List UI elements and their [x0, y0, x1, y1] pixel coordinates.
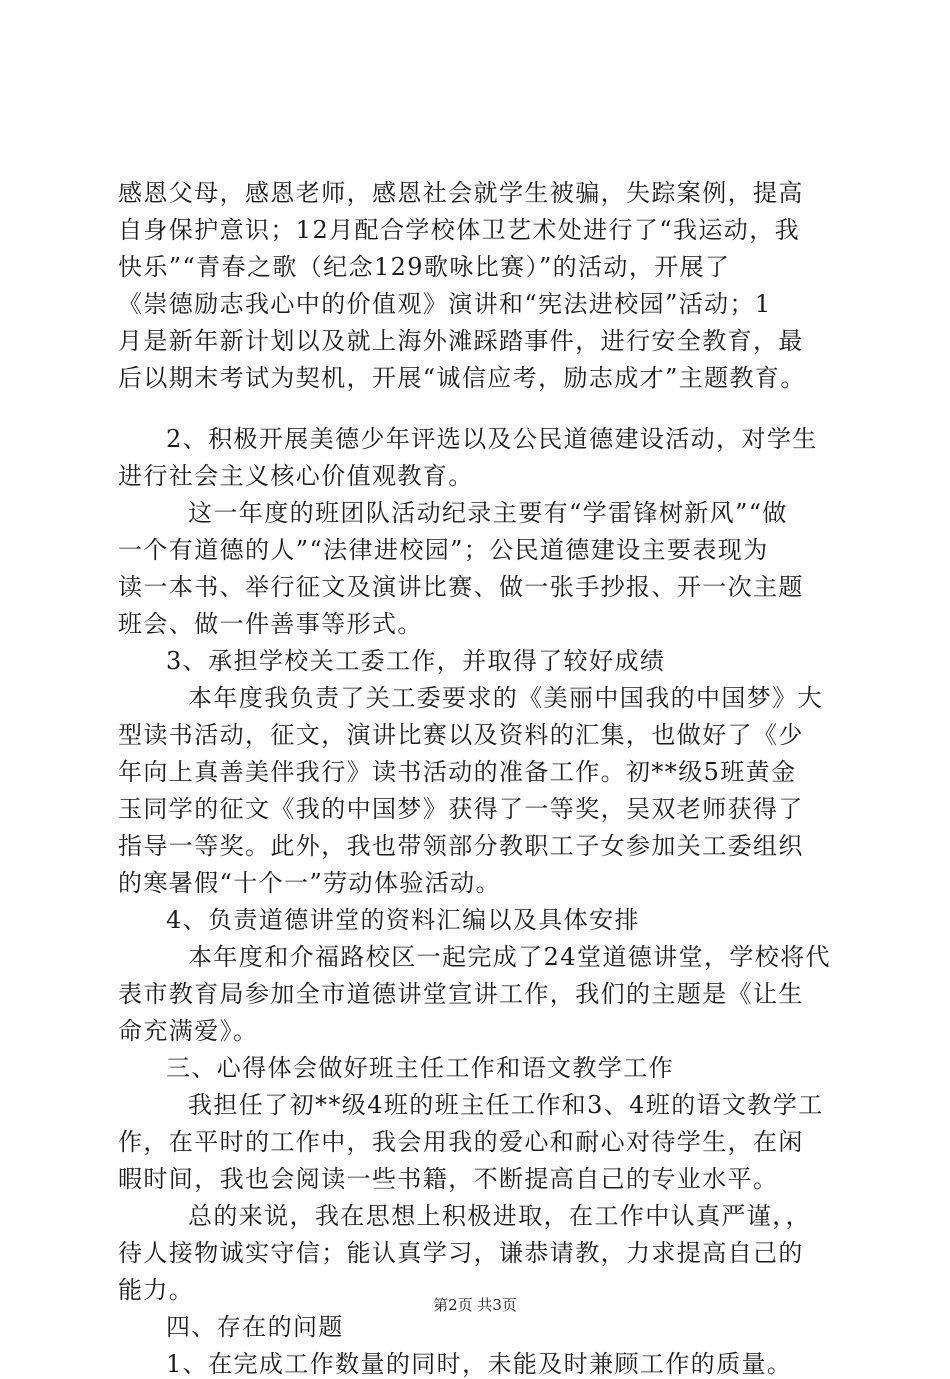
- paragraph-start: 我担任了初**级4班的班主任工作和3、4班的语文教学工: [188, 1091, 824, 1119]
- text-line: 感恩父母，感恩老师，感恩社会就学生被骗，失踪案例，提高: [118, 179, 804, 207]
- text-line: 作，在平时的工作中，我会用我的爱心和耐心对待学生，在闲: [118, 1128, 804, 1156]
- text-line: 一个有道德的人”“法律进校园”；公民道德建设主要表现为: [118, 536, 769, 564]
- text-line: 月是新年新计划以及就上海外滩踩踏事件，进行安全教育，最: [118, 327, 804, 355]
- text-line: 待人接物诚实守信；能认真学习，谦恭请教，力求提高自己的: [118, 1239, 804, 1267]
- text-line: 能力。: [118, 1276, 195, 1304]
- text-line: 表市教育局参加全市道德讲堂宣讲工作，我们的主题是《让生: [118, 980, 804, 1008]
- text-line: 快乐”“青春之歌（纪念129歌咏比赛）”的活动，开展了: [118, 253, 731, 281]
- text-line: 《崇德励志我心中的价值观》演讲和“宪法进校园”活动；1: [118, 290, 772, 318]
- text-line: 暇时间，我也会阅读一些书籍，不断提高自己的专业水平。: [118, 1165, 779, 1193]
- section-heading: 4、负责道德讲堂的资料汇编以及具体安排: [166, 906, 640, 934]
- section-heading: 四、存在的问题: [166, 1313, 344, 1341]
- text-line: 自身保护意识；12月配合学校体卫艺术处进行了“我运动，我: [118, 216, 801, 244]
- paragraph-start: 这一年度的班团队活动纪录主要有“学雷锋树新风”“做: [188, 499, 788, 527]
- text-line: 班会、做一件善事等形式。: [118, 610, 423, 638]
- text-line: 玉同学的征文《我的中国梦》获得了一等奖，吴双老师获得了: [118, 795, 804, 823]
- text-line: 进行社会主义核心价值观教育。: [118, 462, 474, 490]
- text-line: 指导一等奖。此外，我也带领部分教职工子女参加关工委组织: [118, 832, 804, 860]
- section-heading: 3、承担学校关工委工作，并取得了较好成绩: [166, 647, 666, 675]
- page-footer: 第2页 共3页: [433, 1296, 517, 1314]
- text-line: 命充满爱》。: [118, 1017, 259, 1045]
- text-line: 读一本书、举行征文及演讲比赛、做一张手抄报、开一次主题: [118, 573, 804, 601]
- paragraph-start: 总的来说，我在思想上积极进取，在工作中认真严谨，，: [188, 1202, 811, 1230]
- section-heading: 三、心得体会做好班主任工作和语文教学工作: [166, 1054, 674, 1082]
- text-line: 的寒暑假“十个一”劳动体验活动。: [118, 869, 501, 897]
- text-line: 年向上真善美伴我行》读书活动的准备工作。初**级5班黄金: [118, 758, 797, 786]
- text-line: 型读书活动，征文，演讲比赛以及资料的汇集，也做好了《少: [118, 721, 804, 749]
- text-line: 后以期末考试为契机，开展“诚信应考，励志成才”主题教育。: [118, 364, 806, 392]
- paragraph-start: 本年度和介福路校区一起完成了24堂道德讲堂，学校将代: [188, 943, 831, 971]
- paragraph-start: 1、在完成工作数量的同时，未能及时兼顾工作的质量。: [166, 1350, 793, 1378]
- paragraph-start: 本年度我负责了关工委要求的《美丽中国我的中国梦》大: [188, 684, 823, 712]
- section-heading: 2、积极开展美德少年评选以及公民道德建设活动，对学生: [166, 425, 818, 453]
